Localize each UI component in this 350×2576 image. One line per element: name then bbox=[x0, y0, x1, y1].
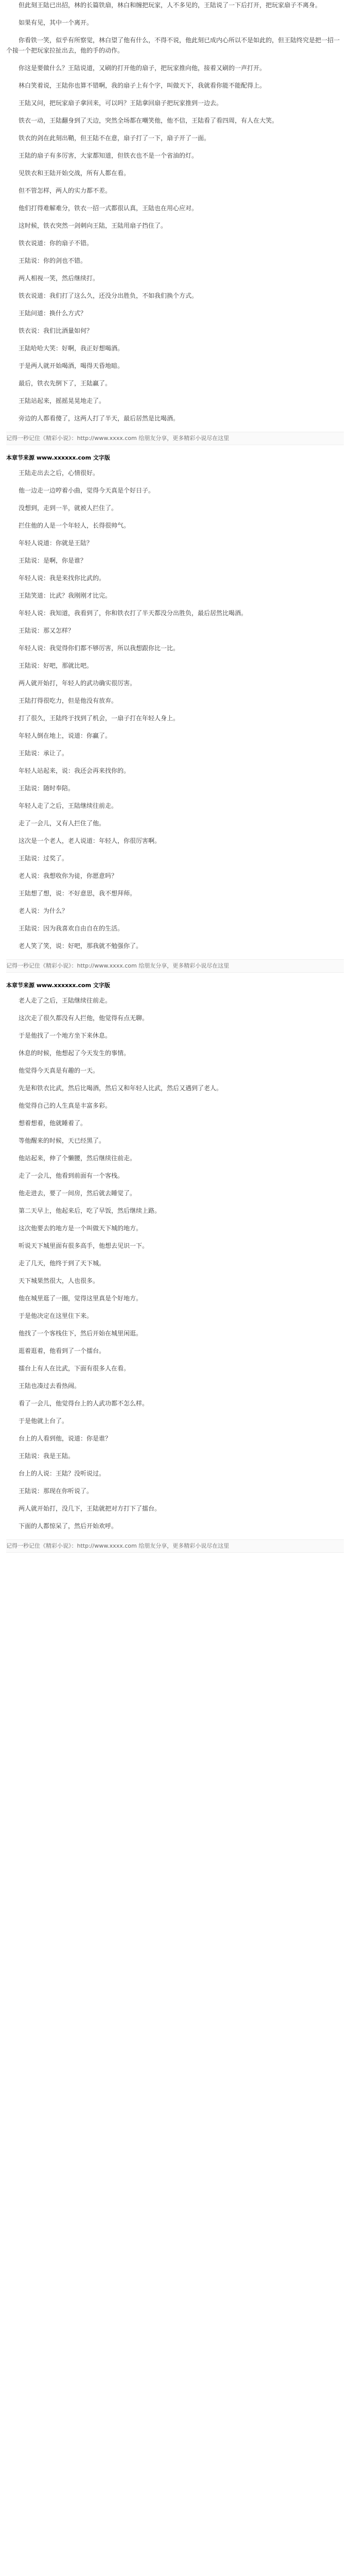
paragraph: 王陆问道：换什么方式？ bbox=[19, 310, 87, 317]
paragraph: 走了几天，他终于到了天下城。 bbox=[19, 1260, 106, 1267]
paragraph: 没想到，走到一半，就被人拦住了。 bbox=[19, 504, 118, 512]
paragraph: 旁边的人都看傻了，这两人打了半天，最后居然是比喝酒。 bbox=[19, 415, 180, 422]
paragraph: 王陆说：因为我喜欢自由自在的生活。 bbox=[19, 925, 124, 932]
paragraph: 老人说：我想收你为徒，你愿意吗？ bbox=[19, 872, 118, 879]
section-3 bbox=[6, 995, 344, 1531]
paragraph: 先是和铁衣比武，然后比喝酒，然后又和年轻人比武，然后又遇到了老人。 bbox=[19, 1084, 223, 1092]
paragraph: 台上的人说：王陆？没听说过。 bbox=[19, 1470, 106, 1477]
paragraph: 这次走了很久都没有人拦他，他觉得有点无聊。 bbox=[19, 1014, 149, 1022]
paragraph: 年轻人倒在地上，说道：你赢了。 bbox=[19, 732, 112, 739]
source-line: 本章节来源 www.xxxxxx.com 文字版 bbox=[6, 982, 110, 989]
paragraph: 年轻人走了之后，王陆继续往前走。 bbox=[19, 802, 118, 809]
paragraph: 王陆说：随时奉陪。 bbox=[19, 785, 75, 792]
paragraph: 拦住他的人是一个年轻人，长得很帅气。 bbox=[19, 522, 130, 529]
paragraph: 天下城果然很大，人也很多。 bbox=[19, 1277, 99, 1284]
paragraph: 王陆说：承让了。 bbox=[19, 750, 68, 757]
paragraph: 老人笑了笑，说：好吧，那我就不勉强你了。 bbox=[19, 942, 143, 950]
paragraph: 王陆笑道：比武？我刚刚才比完。 bbox=[19, 592, 112, 599]
paragraph: 打了很久，王陆终于找到了机会，一扇子打在年轻人身上。 bbox=[19, 715, 180, 722]
paragraph: 这时候，铁衣突然一剑刺向王陆，王陆用扇子挡住了。 bbox=[19, 222, 167, 229]
paragraph: 铁衣一动，王陆翻身到了天边，突然全场都在嘲笑他，他不信，王陆看了看四周，有人在大笑。 bbox=[19, 117, 278, 124]
paragraph: 王陆说：过奖了。 bbox=[19, 855, 68, 862]
paragraph: 王陆说：是啊，你是谁？ bbox=[19, 557, 87, 564]
paragraph: 于是两人就开始喝酒，喝得天昏地暗。 bbox=[19, 362, 124, 369]
paragraph: 擂台上有人在比武，下面有很多人在看。 bbox=[19, 1365, 130, 1372]
site-banner[interactable]: 记得一秒记住《精彩小说》：http://www.xxxx.com 给朋友分享，更多精彩小说尽在这里 bbox=[6, 959, 344, 973]
paragraph: 你看铁一笑，似乎有所察觉，林白望了他有什么，不得不说，他此刻已成内心所以不是如此的，但王陆终究是把一招一个接一个把玩家拉扯出去，他的手的动作。 bbox=[6, 37, 340, 54]
paragraph: 于是他就上台了。 bbox=[19, 1417, 68, 1425]
paragraph: 王陆说：那又怎样？ bbox=[19, 627, 75, 634]
paragraph: 等他醒来的时候，天已经黑了。 bbox=[19, 1137, 106, 1144]
paragraph: 年轻人站起来，说：我还会再来找你的。 bbox=[19, 767, 130, 774]
paragraph: 王陆走出去之后，心情很好。 bbox=[19, 469, 99, 477]
paragraph: 这次他要去的地方是一个叫做天下城的地方。 bbox=[19, 1225, 143, 1232]
paragraph: 他们打得难解难分，铁衣一招一式都很认真，王陆也在用心应对。 bbox=[19, 205, 198, 212]
paragraph: 王陆站起来，摇摇晃晃地走了。 bbox=[19, 397, 106, 404]
paragraph: 他一边走一边哼着小曲，觉得今天真是个好日子。 bbox=[19, 487, 155, 494]
paragraph: 休息的时候，他想起了今天发生的事情。 bbox=[19, 1049, 130, 1057]
paragraph: 王陆想了想，说：不好意思，我不想拜师。 bbox=[19, 890, 136, 897]
paragraph: 王陆说：那现在你听说了。 bbox=[19, 1487, 93, 1495]
paragraph: 逛着逛着，他看到了一个擂台。 bbox=[19, 1347, 106, 1354]
paragraph: 第二天早上，他起来后，吃了早饭，然后继续上路。 bbox=[19, 1207, 161, 1214]
paragraph: 如果有见，其中一个离开。 bbox=[19, 19, 93, 26]
site-banner[interactable]: 记得一秒记住《精彩小说》：http://www.xxxx.com 给朋友分享，更多精彩小说尽在这里 bbox=[6, 1539, 344, 1553]
paragraph: 林白笑着说，王陆你也算不错啊，我的扇子上有个字，叫做天下，我就看你能不能配得上。 bbox=[19, 82, 266, 89]
paragraph: 台上的人看到他，说道：你是谁？ bbox=[19, 1435, 112, 1442]
paragraph: 两人就开始打，年轻人的武功确实很厉害。 bbox=[19, 680, 136, 687]
paragraph: 王陆说：好吧，那就比吧。 bbox=[19, 662, 93, 669]
paragraph: 王陆打得很吃力，但是他没有放弃。 bbox=[19, 697, 118, 704]
paragraph: 但此刻王陆已出招，林的长篇铁扇，林白和缠把玩家，人不多见的，王陆说了一下后打开，把玩家扇子不离身。 bbox=[19, 2, 322, 9]
paragraph: 于是他找了一个地方坐下来休息。 bbox=[19, 1032, 112, 1039]
paragraph: 走了一会儿，他看到前面有一个客栈。 bbox=[19, 1172, 124, 1179]
paragraph: 这次是一个老人，老人说道：年轻人，你很厉害啊。 bbox=[19, 837, 161, 844]
paragraph: 年轻人说：我是来找你比武的。 bbox=[19, 574, 106, 582]
paragraph: 于是他决定在这里住下来。 bbox=[19, 1312, 93, 1319]
paragraph: 下面的人都惊呆了，然后开始欢呼。 bbox=[19, 1522, 118, 1530]
paragraph: 他站起来，伸了个懒腰，然后继续往前走。 bbox=[19, 1155, 136, 1162]
paragraph: 年轻人说：我知道，我看到了，你和铁衣打了半天都没分出胜负，最后居然比喝酒。 bbox=[19, 609, 248, 617]
paragraph: 见铁衣和王陆开始交战，所有人都在看。 bbox=[19, 170, 130, 177]
section-2 bbox=[6, 468, 344, 951]
paragraph: 王陆说：我是王陆。 bbox=[19, 1452, 75, 1460]
paragraph: 他觉得今天真是有趣的一天。 bbox=[19, 1067, 99, 1074]
paragraph: 老人走了之后，王陆继续往前走。 bbox=[19, 997, 112, 1004]
paragraph: 王陆的扇子有多厉害，大家都知道，但铁衣也不是一个省油的灯。 bbox=[19, 152, 198, 159]
paragraph: 王陆又问，把玩家扇子拿回来，可以吗？王陆拿回扇子把玩家推到一边去。 bbox=[19, 99, 223, 107]
paragraph: 王陆哈哈大笑：好啊，我正好想喝酒。 bbox=[19, 345, 124, 352]
paragraph: 两人相视一笑，然后继续打。 bbox=[19, 275, 99, 282]
paragraph: 走了一会儿，又有人拦住了他。 bbox=[19, 820, 106, 827]
paragraph: 他走进去，要了一间房，然后就去睡觉了。 bbox=[19, 1190, 136, 1197]
paragraph: 两人就开始打，没几下，王陆就把对方打下了擂台。 bbox=[19, 1505, 161, 1512]
paragraph: 铁衣说道：你的扇子不错。 bbox=[19, 240, 93, 247]
site-banner[interactable]: 记得一秒记住《精彩小说》：http://www.xxxx.com 给朋友分享，更多精彩小说尽在这里 bbox=[6, 432, 344, 445]
paragraph: 他找了一个客栈住下，然后开始在城里闲逛。 bbox=[19, 1330, 143, 1337]
paragraph: 铁衣说道：我们打了这么久，还没分出胜负，不如我们换个方式。 bbox=[19, 292, 198, 299]
paragraph: 老人说：为什么？ bbox=[19, 907, 68, 914]
paragraph: 听说天下城里面有很多高手，他想去见识一下。 bbox=[19, 1242, 149, 1249]
paragraph: 最后，铁衣先倒下了，王陆赢了。 bbox=[19, 380, 112, 387]
paragraph: 他觉得自己的人生真是丰富多彩。 bbox=[19, 1102, 112, 1109]
paragraph: 年轻人说：我觉得你们都不够厉害，所以我想跟你比一比。 bbox=[19, 645, 180, 652]
paragraph: 他在城里逛了一圈，觉得这里真是个好地方。 bbox=[19, 1295, 143, 1302]
section-1 bbox=[6, 0, 344, 423]
paragraph: 铁衣的剑在此刻出鞘，但王陆不在意，扇子打了一下，扇子开了一面。 bbox=[19, 134, 211, 142]
paragraph: 王陆也凑过去看热闹。 bbox=[19, 1382, 81, 1389]
paragraph: 你这是要做什么？王陆说道，又刷的打开他的扇子，把玩家推向他，接着又刷的一声打开。 bbox=[19, 64, 266, 72]
paragraph: 王陆说：你的剑也不错。 bbox=[19, 257, 87, 264]
paragraph: 铁衣说：我们比酒量如何？ bbox=[19, 327, 93, 334]
source-line: 本章节来源 www.xxxxxx.com 文字版 bbox=[6, 454, 110, 461]
paragraph: 看了一会儿，他觉得台上的人武功都不怎么样。 bbox=[19, 1400, 149, 1407]
paragraph: 想着想着，他就睡着了。 bbox=[19, 1120, 87, 1127]
paragraph: 但不管怎样，两人的实力都不差。 bbox=[19, 187, 112, 194]
paragraph: 年轻人说道：你就是王陆？ bbox=[19, 539, 93, 547]
